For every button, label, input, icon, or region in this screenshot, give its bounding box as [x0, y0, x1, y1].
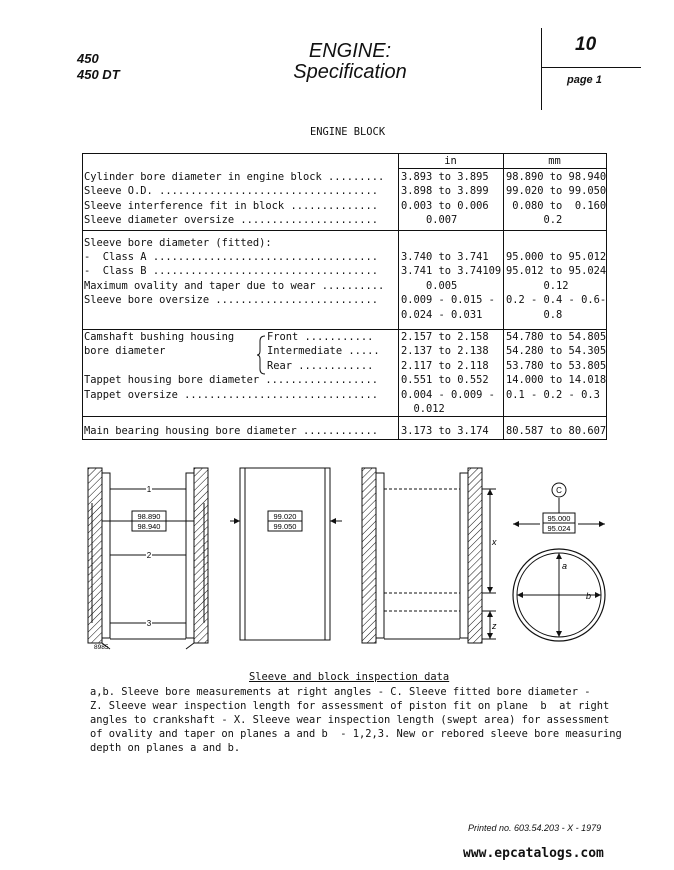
- sleeve-inspection-figure: [80, 463, 620, 658]
- header-divider-vertical: [541, 28, 542, 110]
- caption-line: of ovality and taper on planes a and b - 1,2,3. New or rebored sleeve bore measuring: [90, 728, 622, 740]
- figure-caption-title: Sleeve and block inspection data: [249, 671, 450, 683]
- row-label: Tappet housing bore diameter ..................: [84, 374, 379, 387]
- page-title: ENGINE:: [308, 40, 392, 62]
- length-z-label: z: [492, 621, 497, 631]
- row-label: Camshaft bushing housing: [84, 331, 235, 343]
- row-label: Sleeve bore diameter (fitted):: [84, 236, 272, 249]
- row-label: Sleeve O.D. ...................................: [84, 185, 379, 198]
- row-value-in: 3.740 to 3.741: [401, 251, 489, 263]
- row-value-mm: 95.000 to 95.012: [506, 251, 607, 263]
- row-value-mm: 95.012 to 95.024: [506, 265, 607, 278]
- model-line-1: 450: [77, 51, 99, 66]
- row-value-in: 3.898 to 3.899: [401, 185, 489, 198]
- sleeve-od-drawing: [230, 468, 342, 640]
- row-value-in: 0.009 - 0.015 -: [401, 294, 495, 307]
- row-value-in: 3.893 to 3.895: [401, 171, 489, 183]
- section-number: 10: [575, 34, 597, 55]
- row-value-mm: 0.8: [506, 308, 563, 321]
- block-dim-max: 98.940: [137, 522, 161, 531]
- row-label: - Class A ....................................: [84, 251, 379, 263]
- row-value-mm: 0.12: [506, 279, 569, 292]
- row-value-mm: 0.2: [506, 214, 563, 227]
- row-value-in: 0.007: [401, 214, 458, 227]
- plane-3-label: 3: [146, 619, 152, 628]
- model-line-2: 450 DT: [77, 67, 120, 82]
- row-value-mm: 80.587 to 80.607: [506, 425, 607, 438]
- row-value-in: 2.117 to 2.118: [401, 359, 489, 372]
- sleeve-dim-max: 99.050: [273, 522, 297, 531]
- block-bore-drawing: [88, 468, 208, 651]
- header-divider-horizontal: [541, 67, 641, 68]
- row-label: Cylinder bore diameter in engine block .........: [84, 171, 385, 183]
- row-label: bore diameter: [84, 345, 166, 358]
- row-value-in: 3.741 to 3.74109: [401, 265, 502, 278]
- row-value-mm: 53.780 to 53.805: [506, 359, 607, 372]
- figure-caption-text: [90, 685, 622, 755]
- row-value-mm: 0.080 to 0.160: [506, 199, 607, 212]
- website-link[interactable]: www.epcatalogs.com: [463, 846, 604, 861]
- plane-b-label: b: [586, 591, 592, 601]
- row-sublabel: Rear ............: [267, 359, 374, 372]
- camshaft-brace: [257, 335, 267, 375]
- caption-line: angles to crankshaft - X. Sleeve wear inspection length (swept area) for assessment: [90, 714, 610, 726]
- plane-2-label: 2: [146, 551, 152, 560]
- bore-dim-min: 95.000: [547, 514, 571, 523]
- length-x-label: x: [492, 537, 497, 547]
- row-value-mm: 99.020 to 99.050: [506, 185, 607, 198]
- row-value-in: 0.005: [401, 279, 458, 292]
- row-value-in: 2.157 to 2.158: [401, 331, 489, 343]
- row-sublabel: Intermediate .....: [267, 345, 380, 358]
- page-number: page 1: [567, 74, 602, 86]
- row-value-in: 0.003 to 0.006: [401, 199, 489, 212]
- printed-number: Printed no. 603.54.203 - X - 1979: [468, 823, 602, 833]
- row-value-mm: 54.780 to 54.805: [506, 331, 607, 343]
- page-subtitle: Specification: [293, 61, 407, 83]
- column-header-in: in: [444, 155, 457, 167]
- plane-1-label: 1: [146, 485, 152, 494]
- row-value-in: 0.551 to 0.552: [401, 374, 489, 387]
- bore-section-drawing: [513, 483, 605, 641]
- row-value-in: 0.004 - 0.009 -: [401, 388, 495, 401]
- row-label: Sleeve bore oversize ..........................: [84, 294, 379, 307]
- sleeve-wear-length-drawing: [362, 468, 497, 643]
- block-dim-min: 98.890: [137, 512, 161, 521]
- plane-a-label: a: [562, 561, 568, 571]
- row-value-in: 0.012: [401, 403, 445, 415]
- caption-line: a,b. Sleeve bore measurements at right angles - C. Sleeve fitted bore diameter -: [90, 686, 591, 698]
- row-sublabel: Front ...........: [267, 331, 374, 343]
- row-value-mm: 0.2 - 0.4 - 0.6-: [506, 294, 607, 307]
- row-value-mm: 98.890 to 98.940: [506, 171, 607, 183]
- row-value-in: 3.173 to 3.174: [401, 425, 489, 438]
- caption-line: Z. Sleeve wear inspection length for assessment of piston fit on plane b at right: [90, 700, 610, 712]
- sleeve-dim-min: 99.020: [273, 512, 297, 521]
- row-label: Sleeve interference fit in block ..............: [84, 199, 379, 212]
- row-label: - Class B ....................................: [84, 265, 379, 278]
- caption-line: depth on planes a and b.: [90, 742, 241, 754]
- row-label: Sleeve diameter oversize ......................: [84, 214, 379, 227]
- row-value-mm: 14.000 to 14.018: [506, 374, 607, 387]
- row-value-in: 0.024 - 0.031: [401, 308, 483, 321]
- column-header-mm: mm: [548, 155, 561, 167]
- marker-c-label: C: [556, 486, 562, 495]
- row-value-mm: 0.1 - 0.2 - 0.3: [506, 388, 600, 401]
- spec-table: [82, 153, 607, 440]
- row-label: Main bearing housing bore diameter ............: [84, 425, 379, 438]
- row-value-in: 2.137 to 2.138: [401, 345, 489, 358]
- bore-dim-max: 95.024: [547, 524, 571, 533]
- row-label: Tappet oversize ...............................: [84, 388, 379, 401]
- row-value-mm: 54.280 to 54.305: [506, 345, 607, 358]
- row-label: Maximum ovality and taper due to wear ..........: [84, 279, 385, 292]
- figure-number: 8985: [94, 644, 109, 651]
- section-title: ENGINE BLOCK: [310, 126, 386, 138]
